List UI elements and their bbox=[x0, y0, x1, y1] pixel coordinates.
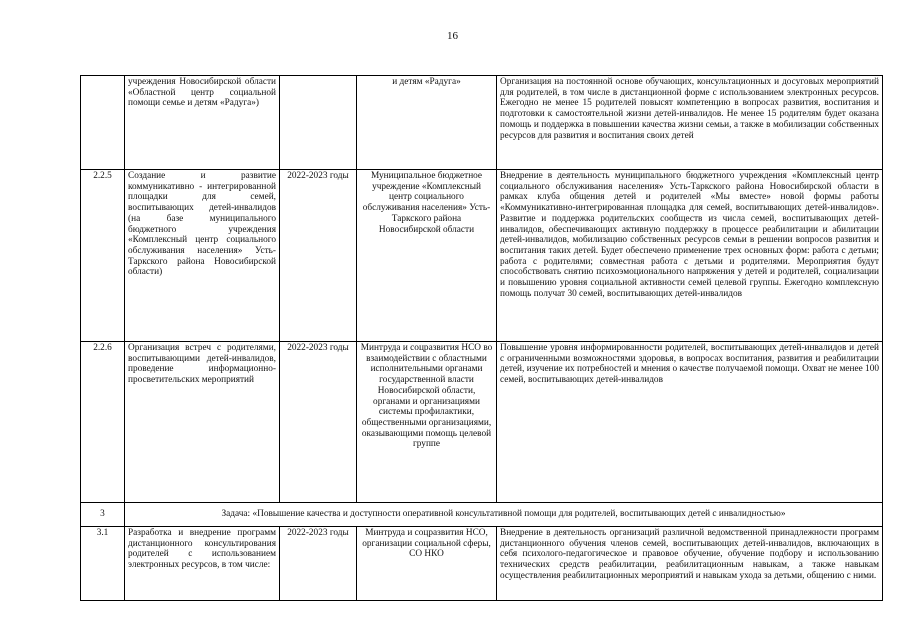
measure-executor: Минтруда и соцразвития НСО, организации социальной сферы, СО НКО bbox=[357, 527, 497, 601]
measure-executor: Минтруда и соцразвития НСО во взаимодействии с областными исполнительными органами государственной власти Новосибирской области, органами и организациями системы профилактики, общественными организациями, оказывающими помощь целевой группе bbox=[357, 342, 497, 503]
measure-executor: Муниципальное бюджетное учреждение «Комплексный центр социального обслуживания населения» Усть-Таркского района Новосибирской области bbox=[357, 170, 497, 342]
measure-executor: и детям «Радуга» bbox=[357, 76, 497, 170]
measure-result: Повышение уровня информированности родителей, воспитывающих детей-инвалидов и детей с ограниченными возможностями здоровья, в вопросах воспитания, развития и реабилитации детей, изучение их потребностей и мнения о качестве получаемой помощи. Охват не менее 100 семей, воспитывающих детей-инвалидов bbox=[497, 342, 883, 503]
row-number: 2.2.5 bbox=[81, 170, 125, 342]
measure-title: Разработка и внедрение программ дистанционного консультирования родителей с использованием электронных ресурсов, в том числе: bbox=[125, 527, 280, 601]
measure-result: Организация на постоянной основе обучающих, консультационных и досуговых мероприятий для родителей, в том числе в дистанционной форме с использованием электронных ресурсов. Ежегодно не менее 15 родителей повысят компетенцию в вопросах развития, воспитания и подготовки к самостоятельной жизни детей-инвалидов. Не менее 15 родителям будет оказана помощь и поддержка в повышении качества жизни семьи, а также в мобилизации собственных ресурсов для развития и воспитания своих детей bbox=[497, 76, 883, 170]
table-row bbox=[81, 527, 883, 601]
row-number: 3.1 bbox=[81, 527, 125, 601]
measure-result: Внедрение в деятельность муниципального бюджетного учреждения «Комплексный центр социального обслуживания населения» Усть-Таркского района Новосибирской области в рамках клуба общения детей и родителей «Мы вместе» новой формы работы «Коммуникативно-интегрированная площадка для семей, воспитывающих детей-инвалидов». Развитие и поддержка родительских сообществ из числа семей, воспитывающих детей-инвалидов, обеспечивающих активную поддержку в процессе реабилитации и абилитации детей-инвалидов, мобилизацию собственных ресурсов семьи в решении вопросов развития и воспитания таких детей. Будет обеспечено применение трех основных форм: работа с детьми; работа с родителями; совместная работа с детьми и родителями. Мероприятия будут способствовать снятию психоэмоционального напряжения у детей и родителей, социализации и повышению уровня социальной активности семей целевой группы. Ежегодно комплексную помощь получат 30 семей, воспитывающих детей-инвалидов bbox=[497, 170, 883, 342]
row-number bbox=[81, 76, 125, 170]
measure-result: Внедрение в деятельность организаций различной ведомственной принадлежности программ дистанционного обучения членов семей, воспитывающих детей-инвалидов, включающих в себя психолого-педагогическое и правовое обучение, обучение подбору и использованию технических средств реабилитации, реабилитационным навыкам, а также навыкам осуществления реабилитационных мероприятий и навыкам ухода за детьми, общению с ними. bbox=[497, 527, 883, 601]
measure-title: учреждения Новосибирской области «Областной центр социальной помощи семье и детям «Радуга») bbox=[125, 76, 280, 170]
measure-period: 2022-2023 годы bbox=[280, 527, 357, 601]
task-row bbox=[81, 503, 883, 527]
task-heading: Задача: «Повышение качества и доступности оперативной консультативной помощи для родителей, воспитывающих детей с инвалидностью» bbox=[125, 503, 883, 527]
measure-title: Создание и развитие коммуникативно - интегрированной площадки для семей, воспитывающих детей-инвалидов (на базе муниципального бюджетного учреждения «Комплексный центр социального обслуживания населения» Усть-Таркского района Новосибирской области) bbox=[125, 170, 280, 342]
measure-period: 2022-2023 годы bbox=[280, 342, 357, 503]
measures-table bbox=[80, 75, 883, 601]
page-number: 16 bbox=[447, 30, 458, 42]
table-row bbox=[81, 76, 883, 170]
row-number: 2.2.6 bbox=[81, 342, 125, 503]
table-row bbox=[81, 170, 883, 342]
measure-period: 2022-2023 годы bbox=[280, 170, 357, 342]
measure-title: Организация встреч с родителями, воспитывающими детей-инвалидов, проведение информационно-просветительских мероприятий bbox=[125, 342, 280, 503]
task-number: 3 bbox=[81, 503, 125, 527]
table-row bbox=[81, 342, 883, 503]
measure-period bbox=[280, 76, 357, 170]
